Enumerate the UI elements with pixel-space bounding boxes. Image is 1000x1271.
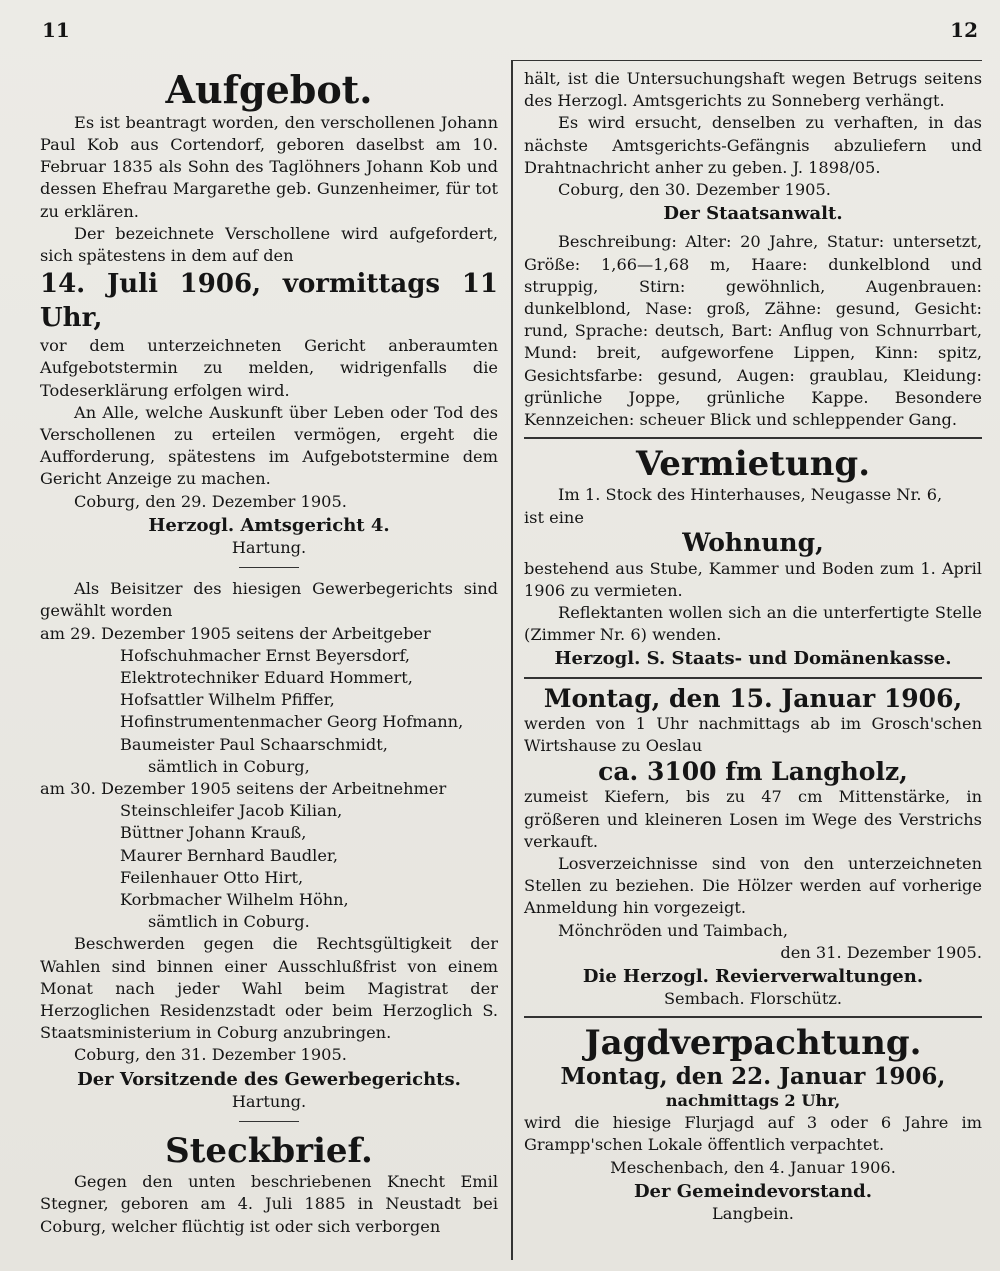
steckbrief-cont-paragraph-1: hält, ist die Untersuchungshaft wegen Betrugs seitens des Herzogl. Amtsgerichts zu Sonneberg verhängt. <box>524 69 982 111</box>
vermietung-wohnung: Wohnung, <box>682 527 824 557</box>
aufgebot-date: 14. Juli 1906, vormittags 11 Uhr, <box>40 269 498 334</box>
right-column <box>524 68 982 1225</box>
aufgebot-paragraph-3: vor dem unterzeichneten Gericht anberaumten Aufgebotstermin zu melden, widrigenfalls die Todeserklärung erfolgen wird. <box>40 336 498 400</box>
separator <box>239 1121 299 1122</box>
holz-paragraph-2: Losverzeichnisse sind von den unterzeichneten Stellen zu beziehen. Die Hölzer werden auf vorherige Anmeldung hin vorgezeigt. <box>524 854 982 918</box>
vermietung-title: Vermietung. <box>635 444 871 485</box>
jagd-time: nachmittags 2 Uhr, <box>665 1090 841 1110</box>
holz-paragraph-1: zumeist Kiefern, bis zu 47 cm Mittenstärke, in größeren und kleineren Losen im Wege des Verstrichs verkauft. <box>524 787 982 851</box>
jagd-signature: Der Gemeindevorstand. <box>633 1180 873 1202</box>
vermietung-paragraph-1: bestehend aus Stube, Kammer und Boden zum 1. April 1906 zu vermieten. <box>524 558 982 600</box>
holz-date-2: den 31. Dezember 1905. <box>780 942 982 962</box>
vermietung-paragraph-2: Reflektanten wollen sich an die unterfertigte Stelle (Zimmer Nr. 6) wenden. <box>524 602 982 645</box>
steckbrief-place-date: Coburg, den 30. Dezember 1905. <box>558 180 831 200</box>
beisitzer-arbeitnehmer-line: am 30. Dezember 1905 seitens der Arbeitnehmer <box>40 778 447 798</box>
aufgebot-place-date: Coburg, den 29. Dezember 1905. <box>74 491 347 511</box>
jagdverpachtung-notice <box>524 1024 982 1225</box>
aufgebot-signature: Herzogl. Amtsgericht 4. <box>148 514 390 536</box>
vermietung-signature: Herzogl. S. Staats- und Domänenkasse. <box>554 648 952 670</box>
aufgebot-notice <box>40 68 498 559</box>
jagd-paragraph: wird die hiesige Flurjagd auf 3 oder 6 Jahre im Grampp'schen Lokale öffentlich verpachtet. <box>524 1113 982 1155</box>
list-item: Hofschuhmacher Ernst Beyersdorf, <box>120 645 411 665</box>
top-rule <box>512 60 982 61</box>
holz-signature: Die Herzogl. Revierverwaltungen. <box>582 966 924 988</box>
separator <box>524 1016 982 1018</box>
steckbrief-title: Steckbrief. <box>165 1131 373 1172</box>
list-item: sämtlich in Coburg, <box>148 756 310 776</box>
steckbrief-continued <box>524 68 982 431</box>
beisitzer-notice <box>40 578 498 1113</box>
jagd-signer: Langbein. <box>712 1204 794 1223</box>
jagd-title: Jagdverpachtung. <box>584 1023 922 1064</box>
page-number-right: 12 <box>950 18 978 42</box>
separator <box>524 677 982 679</box>
list-item: Steinschleifer Jacob Kilian, <box>120 801 343 821</box>
holzverkauf-notice <box>524 685 982 1011</box>
list-item: Elektrotechniker Eduard Hommert, <box>120 667 413 687</box>
steckbrief-cont-paragraph-2: Es wird ersucht, denselben zu verhaften, in das nächste Amtsgerichts-Gefängnis abzuliefern und Drahtnachricht anher zu geben. J. 1898/05. <box>524 113 982 177</box>
steckbrief-signature: Der Staatsanwalt. <box>663 203 843 225</box>
aufgebot-paragraph-2: Der bezeichnete Verschollene wird aufgefordert, sich spätestens in dem auf den <box>40 223 498 265</box>
beisitzer-signature: Der Vorsitzende des Gewerbegerichts. <box>77 1068 461 1090</box>
steckbrief-description: Beschreibung: Alter: 20 Jahre, Statur: untersetzt, Größe: 1,66—1,68 m, Haare: dunkelblond und struppig, Stirn: gewöhnlich, Augenbrauen: dunkelblond, Nase: groß, Zähne: gesund, Gesicht: rund, Sprache: deutsch, Bart: Anflug von Schnurrbart, Mund: breit, aufgeworfene Lippen, Kinn: spitz, Gesichtsfarbe: gesund, Augen: graublau, Kleidung: grünliche Joppe, grünliche Kappe. Besondere Kennzeichen: scheuer Blick und schleppender Gang. <box>524 232 982 430</box>
vermietung-line-1: Im 1. Stock des Hinterhauses, Neugasse Nr. 6, <box>558 485 943 505</box>
list-item: Baumeister Paul Schaarschmidt, <box>120 734 388 754</box>
vermietung-notice <box>524 445 982 670</box>
page-number-left: 11 <box>42 18 70 42</box>
jagd-place-date: Meschenbach, den 4. Januar 1906. <box>610 1157 896 1177</box>
left-column <box>40 68 498 1238</box>
vermietung-line-2: ist eine <box>524 507 584 527</box>
beisitzer-intro: Als Beisitzer des hiesigen Gewerbegerichts sind gewählt worden <box>40 579 498 621</box>
aufgebot-paragraph-4: An Alle, welche Auskunft über Leben oder Tod des Verschollenen zu erteilen vermögen, ergeht die Aufforderung, spätestens im Aufgebotstermine dem Gericht Anzeige zu machen. <box>40 402 498 489</box>
steckbrief-paragraph: Gegen den unten beschriebenen Knecht Emil Stegner, geboren am 4. Juli 1885 in Neustadt bei Coburg, welcher flüchtig ist oder sich verborgen <box>40 1172 498 1236</box>
holz-line-1: werden von 1 Uhr nachmittags ab im Grosch'schen Wirtshause zu Oeslau <box>524 714 982 756</box>
list-item: sämtlich in Coburg. <box>148 912 310 932</box>
holz-place: Mönchröden und Taimbach, <box>558 920 788 940</box>
separator <box>239 567 299 568</box>
list-item: Maurer Bernhard Baudler, <box>120 845 339 865</box>
beisitzer-arbeitgeber-line: am 29. Dezember 1905 seitens der Arbeitgeber <box>40 623 431 643</box>
list-item: Hofinstrumentenmacher Georg Hofmann, <box>120 712 464 732</box>
holz-date: Montag, den 15. Januar 1906, <box>543 683 963 713</box>
holz-amount: ca. 3100 fm Langholz, <box>598 756 908 786</box>
beisitzer-paragraph: Beschwerden gegen die Rechtsgültigkeit der Wahlen sind binnen einer Ausschlußfrist von einem Monat nach jeder Wahl beim Magistrat der Herzoglichen Residenzstadt oder beim Herzoglich S. Staatsministerium in Coburg anzubringen. <box>40 934 498 1043</box>
separator <box>524 437 982 439</box>
aufgebot-paragraph-1: Es ist beantragt worden, den verschollenen Johann Paul Kob aus Cortendorf, geboren daselbst am 10. Februar 1835 als Sohn des Taglöhners Johann Kob und dessen Ehefrau Margarethe geb. Gunzenheimer, für tot zu erklären. <box>40 112 498 221</box>
beisitzer-signer: Hartung. <box>231 1091 307 1111</box>
column-divider <box>511 60 513 1260</box>
aufgebot-title: Aufgebot. <box>165 67 373 112</box>
list-item: Feilenhauer Otto Hirt, <box>120 867 304 887</box>
list-item: Korbmacher Wilhelm Höhn, <box>120 889 349 909</box>
list-item: Büttner Johann Krauß, <box>120 823 307 843</box>
list-item: Hofsattler Wilhelm Pfiffer, <box>120 690 335 710</box>
holz-signers: Sembach. Florschütz. <box>663 989 843 1009</box>
jagd-date: Montag, den 22. Januar 1906, <box>560 1062 946 1090</box>
beisitzer-place-date: Coburg, den 31. Dezember 1905. <box>74 1045 347 1065</box>
steckbrief-notice <box>40 1132 498 1238</box>
aufgebot-signer: Hartung. <box>231 537 307 557</box>
